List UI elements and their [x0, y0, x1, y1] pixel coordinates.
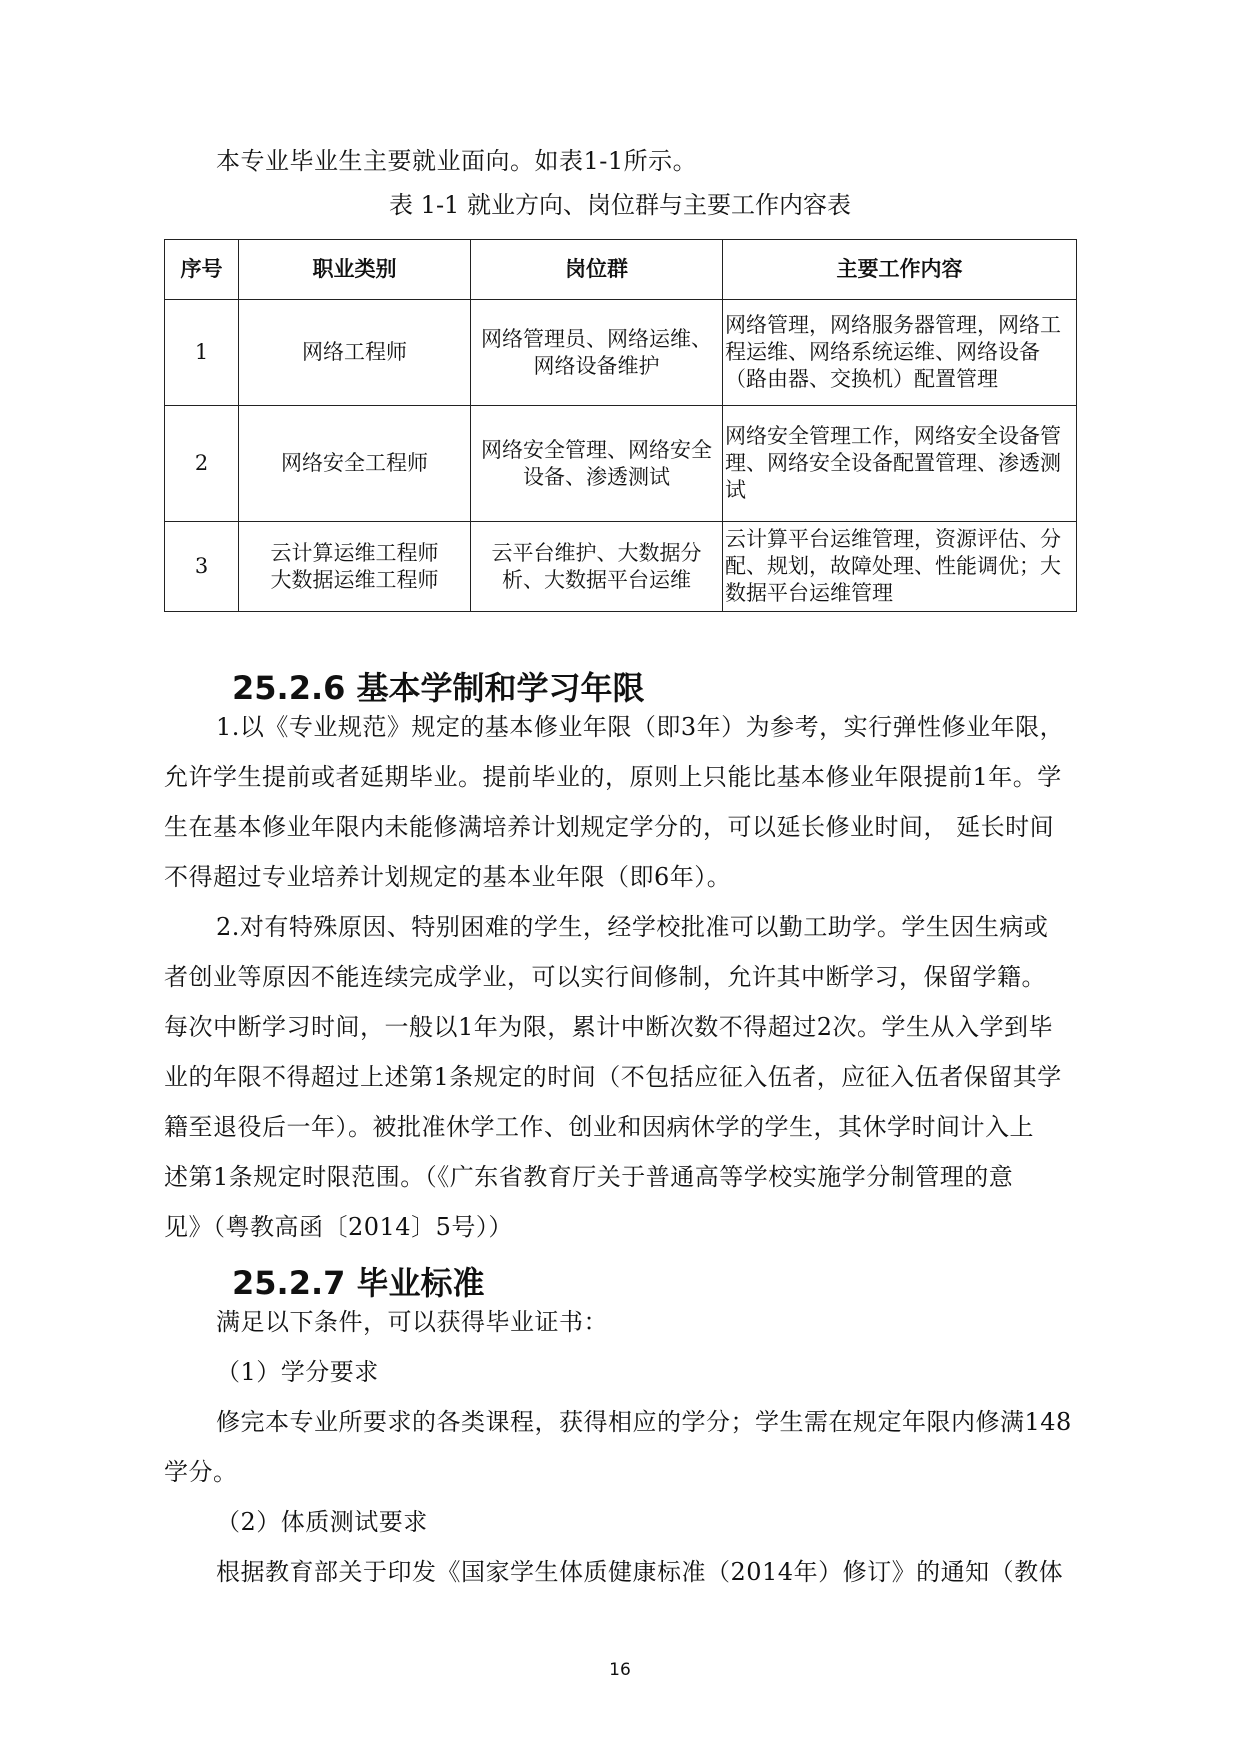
row-number: 1: [165, 300, 239, 406]
section-heading-2526: 25.2.6 基本学制和学习年限: [232, 669, 645, 707]
table-header-cell: 序号: [165, 240, 239, 300]
employment-table: [164, 239, 1077, 612]
table-header-cell: 主要工作内容: [723, 240, 1077, 300]
paragraph-line: 述第1条规定时限范围。（《广东省教育厅关于普通高等学校实施学分制管理的意: [164, 1163, 1014, 1191]
paragraph-line: 每次中断学习时间，一般以1年为限，累计中断次数不得超过2次。学生从入学到毕: [164, 1013, 1054, 1041]
cell-line: 网络工程师: [302, 340, 407, 364]
position-group: [471, 300, 723, 406]
row-number: 2: [165, 406, 239, 522]
position-group: [471, 406, 723, 522]
paragraph-line: 不得超过专业培养计划规定的基本业年限（即6年）。: [164, 863, 732, 891]
work-content: [723, 406, 1077, 522]
job-category: [239, 522, 471, 612]
table-row: [165, 522, 1077, 612]
cell-line: 网络管理员、网络运维、: [481, 326, 712, 351]
cell-line: 网络设备维护: [533, 353, 660, 378]
paragraph-line: （1）学分要求: [216, 1358, 379, 1386]
paragraph-line: 1.以《专业规范》规定的基本修业年限（即3年）为参考，实行弹性修业年限，: [216, 713, 1065, 741]
table-header-row: [165, 240, 1077, 300]
paragraph-line: 学分。: [164, 1458, 238, 1486]
cell-line: 数据平台运维管理: [725, 581, 893, 605]
work-content: [723, 300, 1077, 406]
paragraph-line: （2）体质测试要求: [216, 1508, 428, 1536]
paragraph-line: 允许学生提前或者延期毕业。提前毕业的，原则上只能比基本修业年限提前1年。学: [164, 763, 1062, 791]
cell-line: 云计算平台运维管理，资源评估、分: [725, 527, 1061, 551]
cell-line: 配、规划，故障处理、性能调优；大: [725, 554, 1061, 578]
paragraph-line: 2.对有特殊原因、特别困难的学生，经学校批准可以勤工助学。学生因生病或: [216, 913, 1049, 941]
job-category: [239, 406, 471, 522]
table-header-cell: 岗位群: [471, 240, 723, 300]
table-caption: 表 1-1 就业方向、岗位群与主要工作内容表: [389, 191, 851, 219]
cell-line: （路由器、交换机）配置管理: [725, 367, 998, 391]
cell-line: 云计算运维工程师: [270, 540, 439, 565]
cell-line: 云平台维护、大数据分: [491, 540, 702, 565]
cell-line: 网络安全工程师: [281, 451, 428, 475]
table-row: [165, 300, 1077, 406]
row-number: 3: [165, 522, 239, 612]
paragraph-line: 见》（粤教高函〔2014〕5号））: [164, 1213, 513, 1241]
cell-line: 程运维、网络系统运维、网络设备: [725, 340, 1040, 364]
section-heading-2527: 25.2.7 毕业标准: [232, 1264, 485, 1302]
cell-line: 网络安全管理、网络安全: [481, 437, 712, 462]
paragraph-line: 修完本专业所要求的各类课程，获得相应的学分；学生需在规定年限内修满148: [216, 1408, 1072, 1436]
table-header-cell: 职业类别: [239, 240, 471, 300]
cell-line: 网络管理，网络服务器管理，网络工: [725, 313, 1061, 337]
paragraph-line: 者创业等原因不能连续完成学业，可以实行间修制，允许其中断学习，保留学籍。: [164, 963, 1046, 991]
page-number: 16: [609, 1660, 631, 1680]
paragraph-line: 生在基本修业年限内未能修满培养计划规定学分的，可以延长修业时间， 延长时间: [164, 813, 1055, 841]
cell-line: 析、大数据平台运维: [502, 567, 691, 592]
intro-line: 本专业毕业生主要就业面向。如表1-1所示。: [216, 147, 698, 175]
paragraph-line: 根据教育部关于印发《国家学生体质健康标准（2014年）修订》的通知（教体: [216, 1558, 1064, 1586]
cell-line: 设备、渗透测试: [523, 464, 670, 489]
cell-line: 试: [725, 478, 746, 502]
work-content: [723, 522, 1077, 612]
cell-line: 理、网络安全设备配置管理、渗透测: [725, 451, 1061, 475]
paragraph-line: 业的年限不得超过上述第1条规定的时间（不包括应征入伍者，应征入伍者保留其学: [164, 1063, 1062, 1091]
job-category: [239, 300, 471, 406]
cell-line: 网络安全管理工作，网络安全设备管: [725, 424, 1061, 448]
table-row: [165, 406, 1077, 522]
cell-line: 大数据运维工程师: [270, 567, 439, 592]
position-group: [471, 522, 723, 612]
paragraph-line: 满足以下条件，可以获得毕业证书：: [216, 1308, 608, 1336]
paragraph-line: 籍至退役后一年）。被批准休学工作、创业和因病休学的学生，其休学时间计入上: [164, 1113, 1034, 1141]
